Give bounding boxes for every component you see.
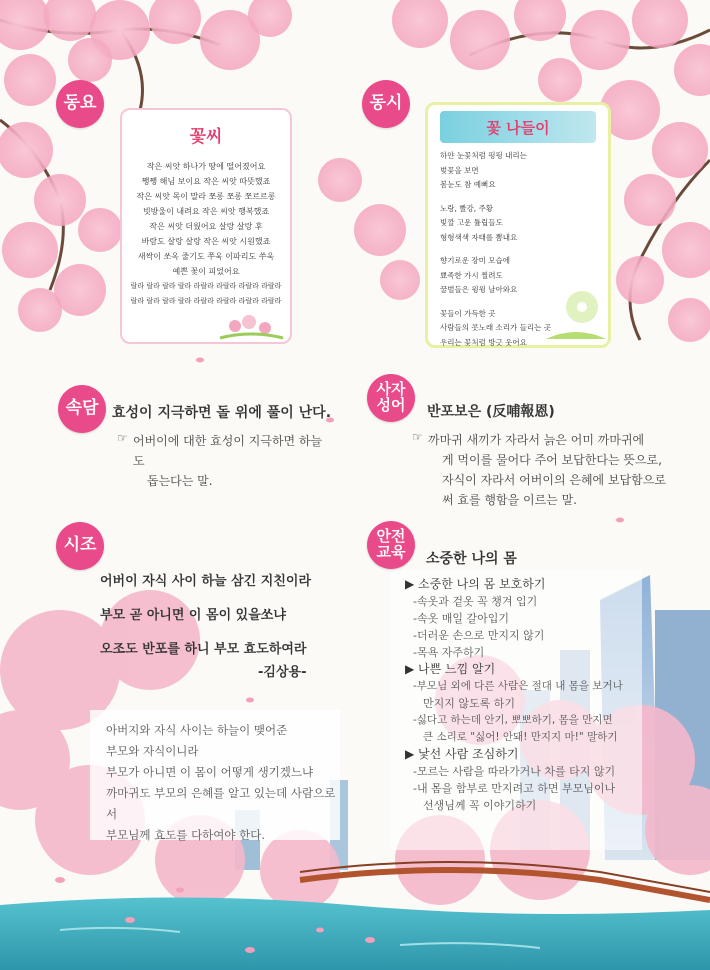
badge-line: 성어	[376, 396, 406, 414]
safety-badge	[367, 521, 415, 569]
sijo-poem	[100, 570, 340, 657]
list-item: -속옷과 겉옷 꼭 챙겨 입기	[413, 595, 538, 608]
nursery-rhyme-badge: 동요	[56, 80, 104, 128]
idiom-badge	[367, 374, 415, 422]
idiom-heading: 반포보은 (反哺報恩)	[427, 404, 555, 420]
poem-line: 작은 씨앗 더웠어요 살랑 살랑 후	[149, 222, 263, 231]
idiom-marker-icon: ☞	[412, 430, 423, 444]
explanation-line: 자식이 자라서 어버이의 은혜에 보답함으로	[442, 473, 666, 487]
explanation-line: 까마귀 새끼가 자라서 늙은 어미 까마귀에	[428, 433, 645, 447]
proverb-marker-icon: ☞	[117, 431, 128, 445]
list-item: -모르는 사람을 따라가거나 차를 타지 않기	[413, 765, 616, 778]
poem-line: 작은 씨앗 하나가 땅에 떨어졌어요	[146, 162, 266, 171]
safety-heading: 소중한 나의 몸	[426, 551, 517, 567]
explanation-line: 써 효를 행함을 이르는 말.	[442, 493, 577, 507]
sijo-line: 부모 곧 아니면 이 몸이 있을쏘냐	[100, 608, 286, 623]
proverb-explanation	[133, 431, 333, 491]
poem-line: 꽃들이 가득한 곳	[440, 308, 496, 318]
badge-line: 안전	[376, 527, 406, 546]
nursery-rhyme-card	[120, 108, 292, 344]
poem-line: 작은 씨앗 목이 말라 쪼롱 쪼롱 쪼르르롱	[136, 192, 276, 201]
dandelion-decoration-icon	[546, 281, 606, 341]
sijo-badge: 시조	[56, 522, 104, 570]
poem-line: 사람들의 콧노래 소리가 들리는 곳	[440, 323, 551, 332]
sijo-line: 어버이 자식 사이 하늘 삼긴 지친이라	[100, 574, 311, 589]
explanation-line: 어버이에 대한 효성이 지극하면 하늘도	[133, 434, 323, 468]
explanation-line: 돕는다는 말.	[147, 474, 213, 488]
interpretation-line: 까마귀도 부모의 은혜를 알고 있는데 사람으로서	[106, 786, 336, 821]
list-item: ▶ 나쁜 느낌 알기	[405, 662, 496, 676]
list-item: -부모님 외에 다른 사람은 절대 내 몸을 보거나	[413, 680, 623, 692]
poem-line: 새싹이 쏘옥 줄기도 쭈욱 이파리도 쑤욱	[137, 252, 275, 261]
poem-line: 노랑, 빨강, 주황	[440, 203, 494, 213]
poem-line: 하얀 눈꽃처럼 펑펑 내리는	[440, 151, 527, 160]
list-item: -목욕 자주하기	[413, 646, 485, 659]
list-item: -내 몸을 함부로 만지려고 하면 부모님이나	[413, 782, 616, 795]
poem-line: 쨍쨍 해님 보이요 작은 씨앗 따뜻했죠	[141, 177, 271, 186]
list-item: 만지지 않도록 하기	[423, 697, 516, 710]
badge-line: 사자	[376, 380, 406, 399]
interpretation-line: 부모가 아니면 이 몸이 어떻게 생기겠느냐	[106, 765, 314, 779]
poem-line: 형형색색 자태를 뽐내요	[440, 232, 518, 242]
proverb-badge: 속담	[58, 385, 106, 433]
children-poem-card	[425, 102, 611, 348]
sijo-line: 오조도 반포를 하니 부모 효도하여라	[100, 642, 307, 657]
poem-line: 빛깔 고운 튤립들도	[440, 218, 503, 227]
poem-line: 빗방울이 내려요 작은 씨앗 행복했죠	[142, 207, 270, 216]
list-item: -싫다고 하는데 안기, 뽀뽀하기, 몸을 만지면	[413, 714, 613, 726]
poem-line: 벚꽃을 보면	[440, 165, 479, 175]
nursery-rhyme-title: 꽃씨	[189, 127, 223, 147]
idiom-explanation	[428, 430, 668, 510]
list-item: -더러운 손으로 만지지 않기	[413, 629, 545, 642]
interpretation-line: 부모와 자식이니라	[106, 744, 199, 758]
list-item: -속옷 매일 갈아입기	[413, 612, 509, 625]
poem-line: 봄눈도 참 예뻐요	[440, 180, 496, 189]
sijo-author: -김상용-	[258, 665, 307, 680]
poem-line: 예쁜 꽃이 피었어요	[172, 267, 240, 276]
safety-list	[405, 576, 665, 814]
list-item: 큰 소리로 "싫어! 안돼! 만지지 마!" 말하기	[423, 731, 618, 743]
poem-line: 바람도 살랑 살랑 작은 씨앗 시원했죠	[141, 237, 271, 246]
explanation-line: 게 먹이를 물어다 주어 보답한다는 뜻으로,	[442, 453, 662, 467]
poem-line: 랄라 랄라 랄라 랄라 라랄라 라랄라 라랄라 라랄라	[130, 297, 282, 305]
proverb-heading: 효성이 지극하면 돌 위에 풀이 난다.	[112, 405, 332, 421]
children-poem-title: 꽃 나들이	[486, 119, 550, 137]
list-item: ▶ 소중한 나의 몸 보호하기	[405, 577, 546, 591]
list-item: ▶ 낯선 사람 조심하기	[405, 747, 519, 761]
poem-line: 랄라 랄라 랄라 랄라 라랄라 라랄라 라랄라 라랄라	[130, 282, 282, 290]
poem-line: 우리는 꽃처럼 방긋 웃어요	[440, 337, 527, 347]
interpretation-line: 부모님께 효도를 다하여야 한다.	[106, 828, 266, 842]
sijo-interpretation	[106, 720, 346, 846]
nursery-rhyme-lines	[120, 159, 292, 309]
poem-line: 뾰족한 가시 찔려도	[440, 270, 503, 280]
list-item: 선생님께 꼭 이야기하기	[423, 799, 537, 812]
children-poem-badge: 동시	[362, 80, 410, 128]
flower-decoration-icon	[215, 304, 285, 340]
interpretation-line: 아버지와 자식 사이는 하늘이 맺어준	[106, 723, 288, 737]
badge-line: 교육	[376, 543, 406, 561]
poem-line: 꿀벌들은 윙윙 날아와요	[440, 285, 518, 294]
poem-line: 향기로운 장미 모습에	[440, 256, 510, 265]
